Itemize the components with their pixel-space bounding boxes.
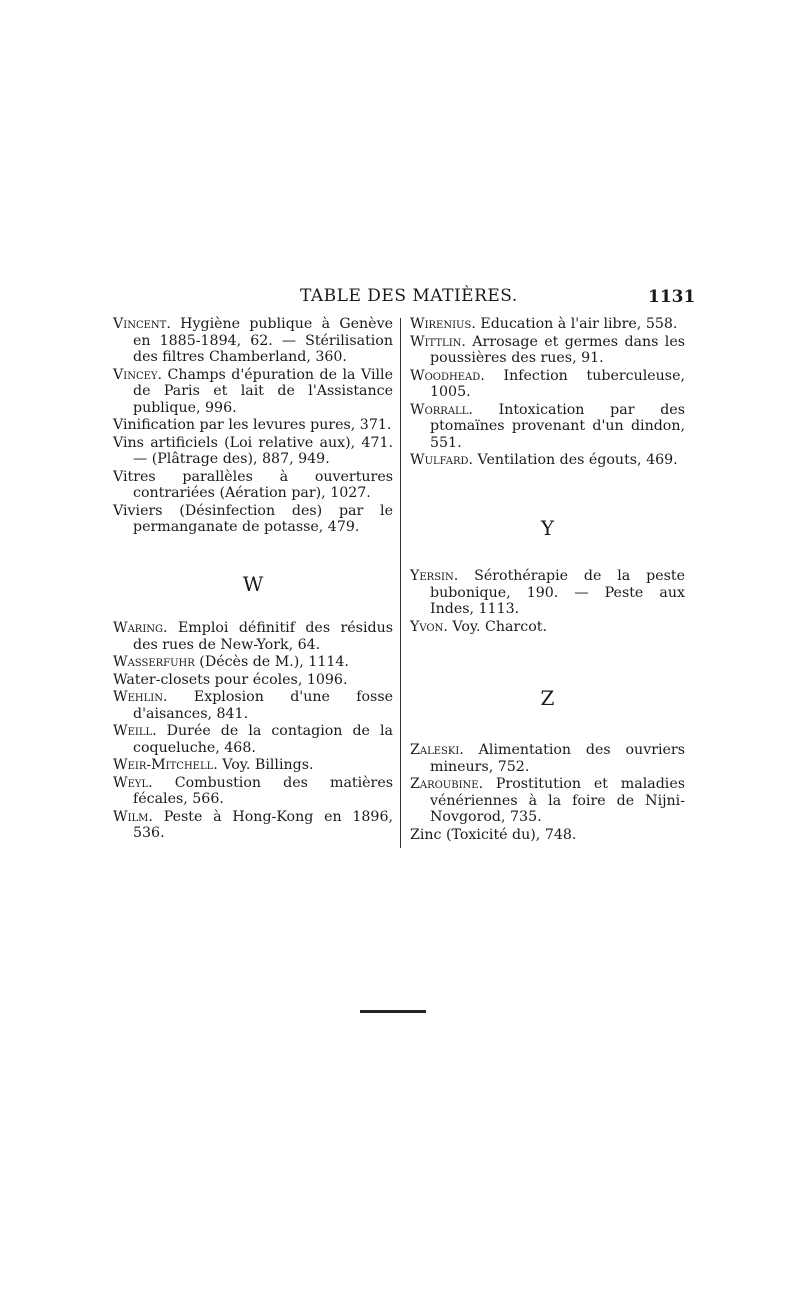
index-entry [410, 452, 685, 469]
entry-author-name: Wasserfuhr [113, 654, 195, 670]
entry-text: Hygiène publique à Genève en 1885-1894, 62. — Stérilisation des filtres Chamberland, 360. [133, 316, 393, 365]
index-entry [113, 809, 393, 842]
entry-author-name: Vincey. [113, 366, 163, 383]
entry-author-name: Zaroubine. [410, 776, 484, 792]
entry-text: Vinification par les levures pures, 371. [113, 417, 392, 433]
entry-text: Intoxication par des ptomaïnes provenant d'un dindon, 551. [430, 401, 685, 451]
entry-text: Vins artificiels (Loi relative aux), 471. — (Plâtrage des), 887, 949. [113, 434, 393, 467]
entry-text: Zinc (Toxicité du), 748. [410, 826, 577, 843]
entry-text: Arrosage et germes dans les poussières des rues, 91. [430, 333, 685, 366]
index-entry [113, 503, 393, 536]
index-entry [113, 620, 393, 653]
entry-author-name: Wirenius. [410, 316, 476, 332]
entry-text: Vitres parallèles à ouvertures contrariées (Aération par), 1027. [113, 468, 393, 501]
entry-text: (Décès de M.), 1114. [194, 654, 349, 670]
left-column-v-entries [113, 316, 393, 537]
section-letter-w: W [242, 572, 264, 596]
entry-author-name: Waring. [113, 620, 168, 636]
entry-text: Combustion des matières fécales, 566. [133, 774, 393, 807]
page-number: 1131 [648, 287, 696, 307]
index-entry [113, 775, 393, 808]
index-entry [410, 368, 685, 401]
entry-text: Peste à Hong-Kong en 1896, 536. [133, 808, 393, 841]
entry-text: Prostitution et maladies vénériennes à la foire de Nijni-Novgorod, 735. [430, 776, 685, 825]
entry-text: Infection tuberculeuse, 1005. [430, 367, 685, 400]
entry-author-name: Weir-Mitchell. [113, 757, 218, 773]
entry-text: Emploi définitif des résidus des rues de New-York, 64. [133, 620, 393, 653]
entry-text: Voy. Charcot. [447, 618, 547, 635]
column-divider [400, 318, 401, 848]
entry-author-name: Weill. [113, 723, 157, 739]
index-entry [410, 402, 685, 452]
index-entry [410, 776, 685, 826]
entry-text: Voy. Billings. [217, 757, 314, 773]
index-entry [113, 723, 393, 756]
index-entry [113, 435, 393, 468]
entry-text: Viviers (Désinfection des) par le permanganate de potasse, 479. [113, 502, 393, 535]
entry-author-name: Wittlin. [410, 333, 466, 350]
right-column-z-entries [410, 742, 685, 844]
entry-text: Education à l'air libre, 558. [475, 316, 678, 332]
entry-author-name: Zaleski. [410, 742, 464, 758]
index-entry [113, 689, 393, 722]
entry-text: Champs d'épuration de la Ville de Paris et lait de l'Assistance publique, 996. [133, 366, 393, 416]
entry-author-name: Woodhead. [410, 367, 485, 384]
index-entry [410, 334, 685, 367]
right-column-y-entries [410, 568, 685, 636]
entry-text: Sérothérapie de la peste bubonique, 190. — Peste aux Indes, 1113. [430, 568, 685, 617]
entry-author-name: Yvon. [410, 618, 448, 635]
index-entry [410, 742, 685, 775]
end-rule [360, 1010, 426, 1013]
entry-author-name: Worrall. [410, 401, 473, 418]
entry-author-name: Wehlin. [113, 689, 168, 705]
index-entry [113, 469, 393, 502]
entry-author-name: Wulfard. [410, 452, 473, 468]
index-entry [410, 619, 685, 636]
section-letter-y: Y [540, 516, 555, 540]
entry-text: Explosion d'une fosse d'aisances, 841. [133, 689, 393, 722]
entry-author-name: Weyl. [113, 774, 153, 791]
entry-author-name: Vincent. [113, 316, 171, 332]
right-column-w-entries [410, 316, 685, 470]
entry-author-name: Wilm. [113, 808, 153, 825]
index-entry [113, 316, 393, 366]
left-column-w-entries [113, 620, 393, 843]
page-title: TABLE DES MATIÈRES. [300, 286, 518, 306]
entry-text: Durée de la contagion de la coqueluche, 468. [133, 723, 393, 756]
entry-text: Water-closets pour écoles, 1096. [113, 671, 348, 688]
index-entry [410, 316, 685, 333]
index-entry [113, 654, 393, 671]
section-letter-z: Z [540, 686, 555, 710]
index-entry [113, 367, 393, 417]
index-entry [410, 827, 685, 844]
index-entry [113, 417, 393, 434]
index-entry [113, 757, 393, 774]
index-entry [410, 568, 685, 618]
index-entry [113, 672, 393, 689]
entry-text: Alimentation des ouvriers mineurs, 752. [430, 742, 685, 775]
entry-author-name: Yersin. [410, 568, 459, 584]
entry-text: Ventilation des égouts, 469. [473, 452, 678, 468]
